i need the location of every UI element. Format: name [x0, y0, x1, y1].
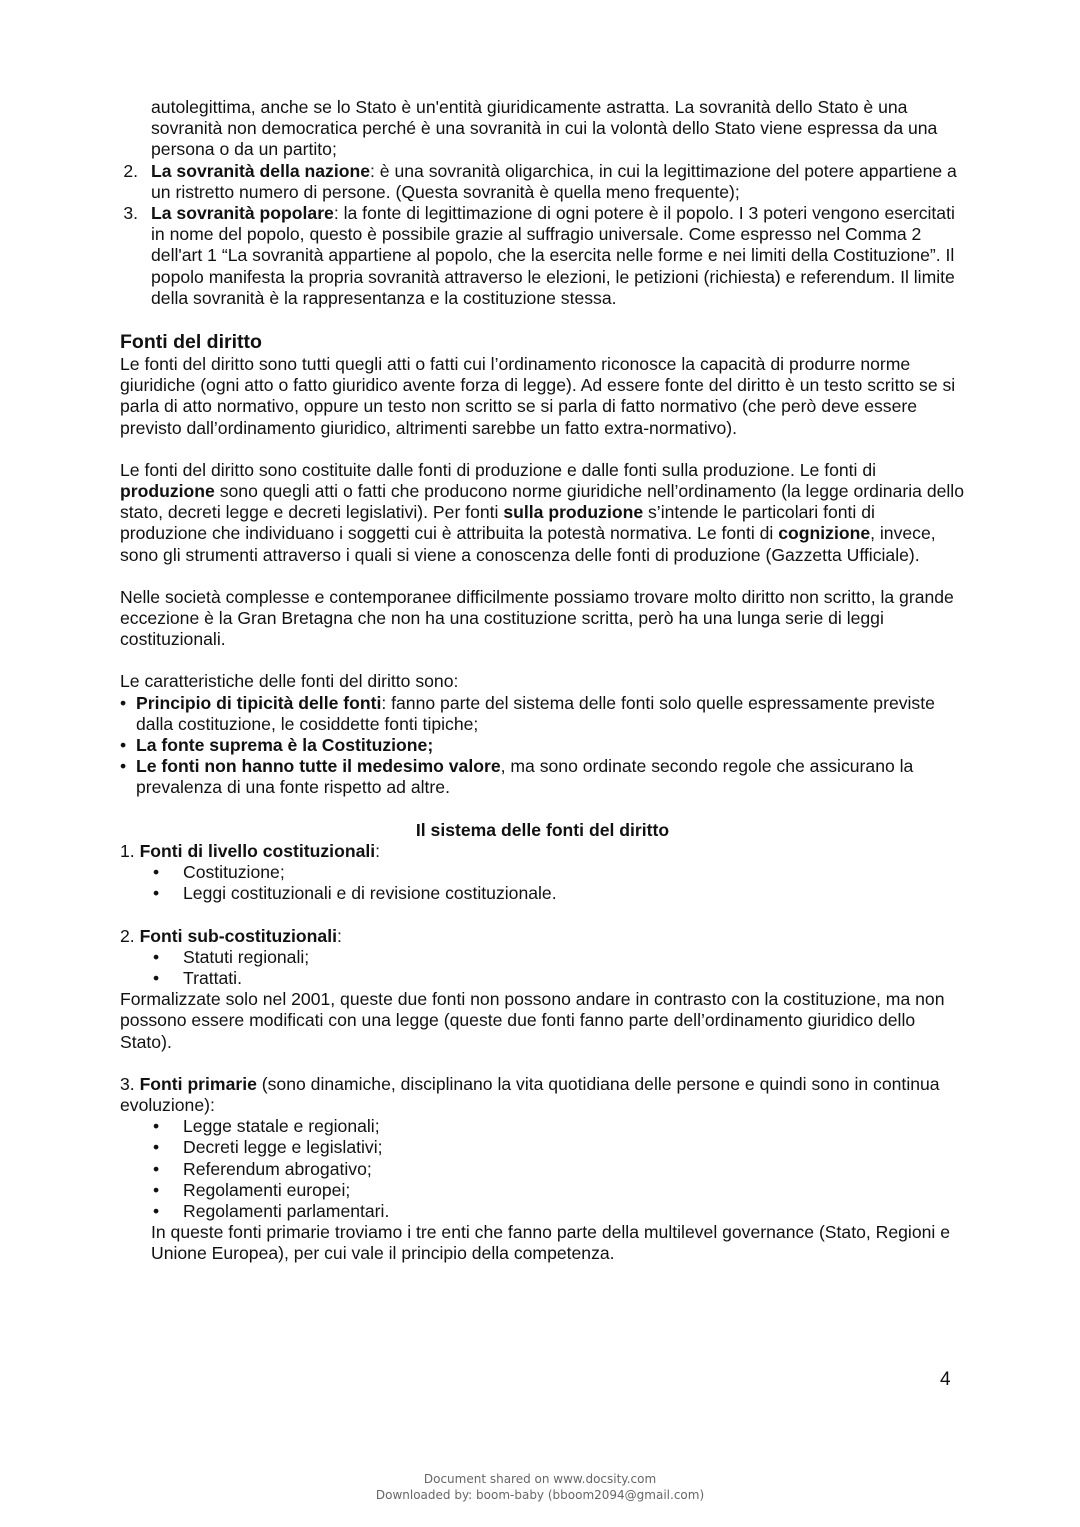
bullet-icon: • — [153, 862, 160, 883]
paragraph-unwritten-law: Nelle società complesse e contemporanee difficilmente possiamo trovare molto diritto non scritto, la grande eccezione è la Gran Bretagna che non ha una costituzione scritta, però ha una lunga serie di leggi costituzionali. — [120, 586, 954, 650]
page-number: 4 — [940, 1369, 951, 1390]
list-number: 3. — [123, 203, 138, 224]
sovereignty-list — [120, 97, 965, 309]
footer-downloaded-line: Downloaded by: boom-baby (bboom2094@gmail.com) — [375, 1488, 705, 1502]
list-item-sovranita-popolare — [120, 203, 965, 309]
page-content — [120, 97, 965, 1265]
bullet-icon: • — [120, 756, 127, 777]
footer-shared-line: Document shared on www.docsity.com — [423, 1472, 657, 1486]
list-item-sovranita-nazione — [120, 161, 965, 203]
list-number: 2. — [123, 160, 138, 181]
bullet-icon: • — [153, 1116, 160, 1137]
paragraph-production: Le fonti del diritto sono costituite dalle fonti di produzione e dalle fonti sulla produzione. Le fonti di produzione sono quegli atti o fatti che producono norme giuridiche nell’ordinamento (la legge ordinaria dello stato, decreti legge e decreti legislativi). Per fonti sulla produzione s’intende le particolari fonti di produzione che individuano i soggetti cui è attribuita la potestà normativa. Le fonti di cognizione, invece, sono gli strumenti attraverso i quali si viene a conoscenza delle fonti di produzione (Gazzetta Ufficiale). — [120, 459, 964, 565]
list-item: • La fonte suprema è la Costituzione; — [120, 735, 434, 756]
bullet-icon: • — [120, 735, 127, 756]
list-item: • Referendum abrogativo; — [153, 1158, 372, 1179]
list-item: • Leggi costituzionali e di revisione costituzionale. — [153, 883, 557, 904]
paragraph-definition: Le fonti del diritto sono tutti quegli atti o fatti cui l’ordinamento riconosce la capacità di produrre norme giuridiche (ogni atto o fatto giuridico avente forza di legge). Ad essere fonte del diritto è un testo scritto se si parla di atto normativo, oppure un testo non scritto se si parla di fatto normativo (che però deve essere previsto dall’ordinamento giuridico, altrimenti sarebbe un fatto extra-normativo). — [120, 354, 956, 438]
list-item: • Decreti legge e legislativi; — [153, 1137, 383, 1158]
group-items — [120, 862, 965, 904]
list-item: • Regolamenti europei; — [153, 1179, 351, 1200]
group-heading: 2. Fonti sub-costituzionali: — [120, 925, 342, 946]
list-item-text: La sovranità popolare: la fonte di legittimazione di ogni potere è il popolo. I 3 poteri vengono esercitati in nome del popolo, questo è possibile grazie al suffragio universale. Come espresso nel Comma 2 dell'art 1 “La sovranità appartiene al popolo, che la esercita nelle forme e nei limiti della Costituzione”. Il popolo manifesta la propria sovranità attraverso le elezioni, le petizioni (richiesta) e referendum. Il limite della sovranità è la rappresentanza e la costituzione stessa. — [151, 203, 955, 308]
bullet-icon: • — [153, 1179, 160, 1200]
bullet-icon: • — [120, 692, 127, 713]
list-item-text: autolegittima, anche se lo Stato è un'entità giuridicamente astratta. La sovranità dello Stato è una sovranità non democratica perché è una sovranità in cui la volontà dello Stato viene espressa da una persona o da un partito; — [151, 97, 938, 160]
section-heading-sistema: Il sistema delle fonti del diritto — [415, 819, 670, 840]
paragraph-characteristics-intro: Le caratteristiche delle fonti del diritto sono: — [120, 671, 459, 692]
group-items — [120, 1116, 965, 1222]
group-costituzionali — [120, 841, 965, 905]
list-item: • Le fonti non hanno tutte il medesimo valore, ma sono ordinate secondo regole che assicurano la prevalenza di una fonte rispetto ad altre. — [120, 756, 914, 798]
group-items — [120, 947, 965, 989]
bullet-icon: • — [153, 967, 160, 988]
bullet-icon: • — [153, 1137, 160, 1158]
list-item: • Principio di tipicità delle fonti: fanno parte del sistema delle fonti solo quelle espressamente previste dalla costituzione, le cosiddette fonti tipiche; — [120, 692, 935, 734]
bullet-icon: • — [153, 946, 160, 967]
bullet-icon: • — [153, 883, 160, 904]
group-primarie — [120, 1074, 965, 1265]
list-item: • Costituzione; — [153, 862, 285, 883]
characteristics-list — [120, 693, 965, 799]
bullet-icon: • — [153, 1158, 160, 1179]
list-item: • Statuti regionali; — [153, 946, 310, 967]
bullet-icon: • — [153, 1200, 160, 1221]
group-note: In queste fonti primarie troviamo i tre enti che fanno parte della multilevel governance (Stato, Regioni e Unione Europea), per cui vale il principio della competenza. — [151, 1222, 950, 1264]
list-item: • Legge statale e regionali; — [153, 1116, 380, 1137]
list-item: • Regolamenti parlamentari. — [153, 1200, 390, 1221]
group-sub-costituzionali — [120, 926, 965, 1053]
list-item-text: La sovranità della nazione: è una sovranità oligarchica, in cui la legittimazione del potere appartiene a un ristretto numero di persone. (Questa sovranità è quella meno frequente); — [151, 160, 957, 202]
group-heading: 3. Fonti primarie (sono dinamiche, disciplinano la vita quotidiana delle persone e quindi sono in continua evoluzione): — [120, 1073, 940, 1115]
list-item-continuation — [120, 97, 965, 161]
section-heading-fonti: Fonti del diritto — [120, 331, 262, 354]
group-note: Formalizzate solo nel 2001, queste due fonti non possono andare in contrasto con la costituzione, ma non possono essere modificati con una legge (queste due fonti fanno parte dell’ordinamento giuridico dello Stato). — [120, 989, 945, 1052]
group-heading: 1. Fonti di livello costituzionali: — [120, 840, 381, 861]
list-item: • Trattati. — [153, 967, 242, 988]
docsity-footer — [0, 1471, 1080, 1503]
